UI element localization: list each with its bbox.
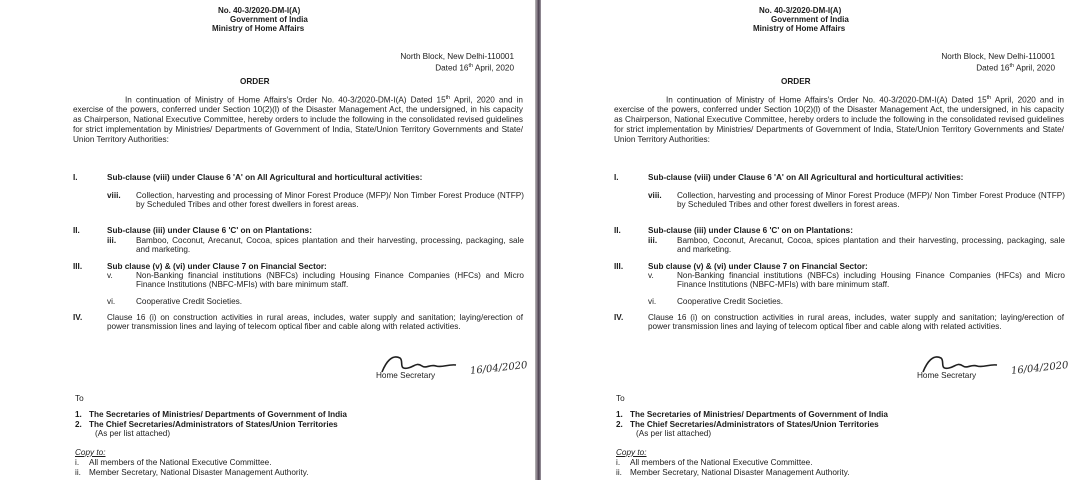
government-name: Government of India bbox=[230, 15, 308, 24]
intro-paragraph: In continuation of Ministry of Home Affairs's Order No. 40-3/2020-DM-I(A) Dated 15th April, 2020 and in exercise of the powers, conferred under Section 10(2)(l) of the Disaster Management Act, the undersigned, in his capacity as Chairperson, National Executive Committee, hereby orders to include the following in the consolidated revised guidelines for strict implementation by Ministries/ Departments of Government of India, State/Union Territory Governments and State/ Union Territory Authorities: bbox=[614, 95, 1064, 144]
section-number: II. bbox=[614, 226, 621, 235]
to-label: To bbox=[616, 394, 625, 403]
section-title: Sub-clause (iii) under Clause 6 'C' on on Plantations: bbox=[107, 226, 312, 235]
copy-item: ii. Member Secretary, National Disaster Management Authority. bbox=[75, 468, 309, 477]
order-document: No. 40-3/2020-DM-I(A) Government of India Ministry of Home Affairs North Block, New Delhi-110001 Dated 16th April, 2020 ORDER In continuation of Ministry of Home Affairs's Order No. 40-3/2020-DM-I(A) Dated 15th April, 2020 and in exercise of the powers, conferred under Section 10(2)(l) of the Disaster Management Act, the undersigned, in his capacity as Chairperson, National Executive Committee, hereby orders to include the following in the consolidated revised guidelines for strict implementation by Ministries/ Departments of Government of India, State/Union Territory Governments and State/ Union Territory Authorities: I. Sub-clause (viii) under Clause 6 'A' on All Agricultural and horticultural activities: viii. Collection, harvesting and processing of Minor Forest Produce (MFP)/ Non Timber Forest Produce (NTFP) by Scheduled Tribes and other forest dwellers in forest areas. II. Sub-clause (iii) under Clause 6 'C' on on Plantations: iii. Bamboo, Coconut, Arecanut, Cocoa, spices plantation and their harvesting, processing, packaging, sale and marketing. III. Sub clause (v) & (vi) under Clause 7 on Financial Sector: v. Non-Banking financial institutions (NBFCs) including Housing Finance Companies (HFCs) and Micro Finance Institutions (NBFC-MFIs) with bare minimum staff. vi. Cooperative Credit Societies. IV. Clause 16 (i) on construction activities in rural areas, includes, water supply and sanitation; laying/erection of power transmission lines and laying of telecom optical fiber and cable along with related activities. Home Secretary 16/04/2020 To 1. The Secretaries of Ministries/ Departments of Government of India 2. The Chief Secretaries/Administrators of States/Union Territories (As per list attached) Copy to: i. All members of the National Executive Committee. ii. Member Secretary, National Disaster Management Authority. bbox=[614, 6, 1070, 477]
section-number: III. bbox=[614, 262, 624, 271]
section-number: I. bbox=[73, 173, 78, 182]
section-number: IV. bbox=[73, 313, 83, 322]
order-document: No. 40-3/2020-DM-I(A) Government of India Ministry of Home Affairs North Block, New Delhi-110001 Dated 16th April, 2020 ORDER In continuation of Ministry of Home Affairs's Order No. 40-3/2020-DM-I(A) Dated 15th April, 2020 and in exercise of the powers, conferred under Section 10(2)(l) of the Disaster Management Act, the undersigned, in his capacity as Chairperson, National Executive Committee, hereby orders to include the following in the consolidated revised guidelines for strict implementation by Ministries/ Departments of Government of India, State/Union Territory Governments and State/ Union Territory Authorities: I. Sub-clause (viii) under Clause 6 'A' on All Agricultural and horticultural activities: viii. Collection, harvesting and processing of Minor Forest Produce (MFP)/ Non Timber Forest Produce (NTFP) by Scheduled Tribes and other forest dwellers in forest areas. II. Sub-clause (iii) under Clause 6 'C' on on Plantations: iii. Bamboo, Coconut, Arecanut, Cocoa, spices plantation and their harvesting, processing, packaging, sale and marketing. III. Sub clause (v) & (vi) under Clause 7 on Financial Sector: v. Non-Banking financial institutions (NBFCs) including Housing Finance Companies (HFCs) and Micro Finance Institutions (NBFC-MFIs) with bare minimum staff. vi. Cooperative Credit Societies. IV. Clause 16 (i) on construction activities in rural areas, includes, water supply and sanitation; laying/erection of power transmission lines and laying of telecom optical fiber and cable along with related activities. Home Secretary 16/04/2020 To 1. The Secretaries of Ministries/ Departments of Government of India 2. The Chief Secretaries/Administrators of States/Union Territories (As per list attached) Copy to: i. All members of the National Executive Committee. ii. Member Secretary, National Disaster Management Authority. bbox=[73, 6, 529, 477]
address-block bbox=[328, 52, 514, 73]
document-panel-right bbox=[541, 0, 1070, 480]
signature-date: 16/04/2020 bbox=[1010, 360, 1070, 377]
section-text: Clause 16 (i) on construction activities in rural areas, includes, water supply and sanitation; laying/erection of power transmission lines and laying of telecom optical fiber and cable along with related activities. bbox=[648, 313, 1064, 332]
address-line: North Block, New Delhi-110001 bbox=[400, 52, 514, 61]
section-title: Sub clause (v) & (vi) under Clause 7 on Financial Sector: bbox=[107, 262, 327, 271]
copy-to-label: Copy to: bbox=[616, 448, 647, 457]
signatory-title: Home Secretary bbox=[376, 371, 436, 380]
section-number: III. bbox=[73, 262, 83, 271]
order-number: No. 40-3/2020-DM-I(A) bbox=[218, 6, 301, 15]
section-title: Sub-clause (viii) under Clause 6 'A' on All Agricultural and horticultural activities: bbox=[648, 173, 964, 182]
to-label: To bbox=[75, 394, 84, 403]
section-number: IV. bbox=[614, 313, 624, 322]
date-line: Dated 16th April, 2020 bbox=[976, 62, 1055, 73]
ministry-name: Ministry of Home Affairs bbox=[212, 24, 305, 33]
address-line: North Block, New Delhi-110001 bbox=[941, 52, 1055, 61]
address-block bbox=[869, 52, 1055, 73]
intro-paragraph: In continuation of Ministry of Home Affairs's Order No. 40-3/2020-DM-I(A) Dated 15th April, 2020 and in exercise of the powers, conferred under Section 10(2)(l) of the Disaster Management Act, the undersigned, in his capacity as Chairperson, National Executive Committee, hereby orders to include the following in the consolidated revised guidelines for strict implementation by Ministries/ Departments of Government of India, State/Union Territory Governments and State/ Union Territory Authorities: bbox=[73, 95, 523, 144]
copy-item: ii. Member Secretary, National Disaster Management Authority. bbox=[616, 468, 850, 477]
section-number: I. bbox=[614, 173, 619, 182]
copy-to-label: Copy to: bbox=[75, 448, 106, 457]
order-heading: ORDER bbox=[240, 77, 270, 86]
government-name: Government of India bbox=[771, 15, 849, 24]
section-text: Clause 16 (i) on construction activities in rural areas, includes, water supply and sanitation; laying/erection of power transmission lines and laying of telecom optical fiber and cable along with related activities. bbox=[107, 313, 523, 332]
signature-date: 16/04/2020 bbox=[469, 360, 529, 377]
ministry-name: Ministry of Home Affairs bbox=[753, 24, 846, 33]
order-heading: ORDER bbox=[781, 77, 811, 86]
copy-item: i. All members of the National Executive Committee. bbox=[75, 458, 272, 467]
section-title: Sub-clause (viii) under Clause 6 'A' on All Agricultural and horticultural activities: bbox=[107, 173, 423, 182]
section-number: II. bbox=[73, 226, 80, 235]
date-line: Dated 16th April, 2020 bbox=[435, 62, 514, 73]
section-title: Sub clause (v) & (vi) under Clause 7 on Financial Sector: bbox=[648, 262, 868, 271]
section-title: Sub-clause (iii) under Clause 6 'C' on on Plantations: bbox=[648, 226, 853, 235]
copy-item: i. All members of the National Executive Committee. bbox=[616, 458, 813, 467]
signatory-title: Home Secretary bbox=[917, 371, 977, 380]
order-number: No. 40-3/2020-DM-I(A) bbox=[759, 6, 842, 15]
